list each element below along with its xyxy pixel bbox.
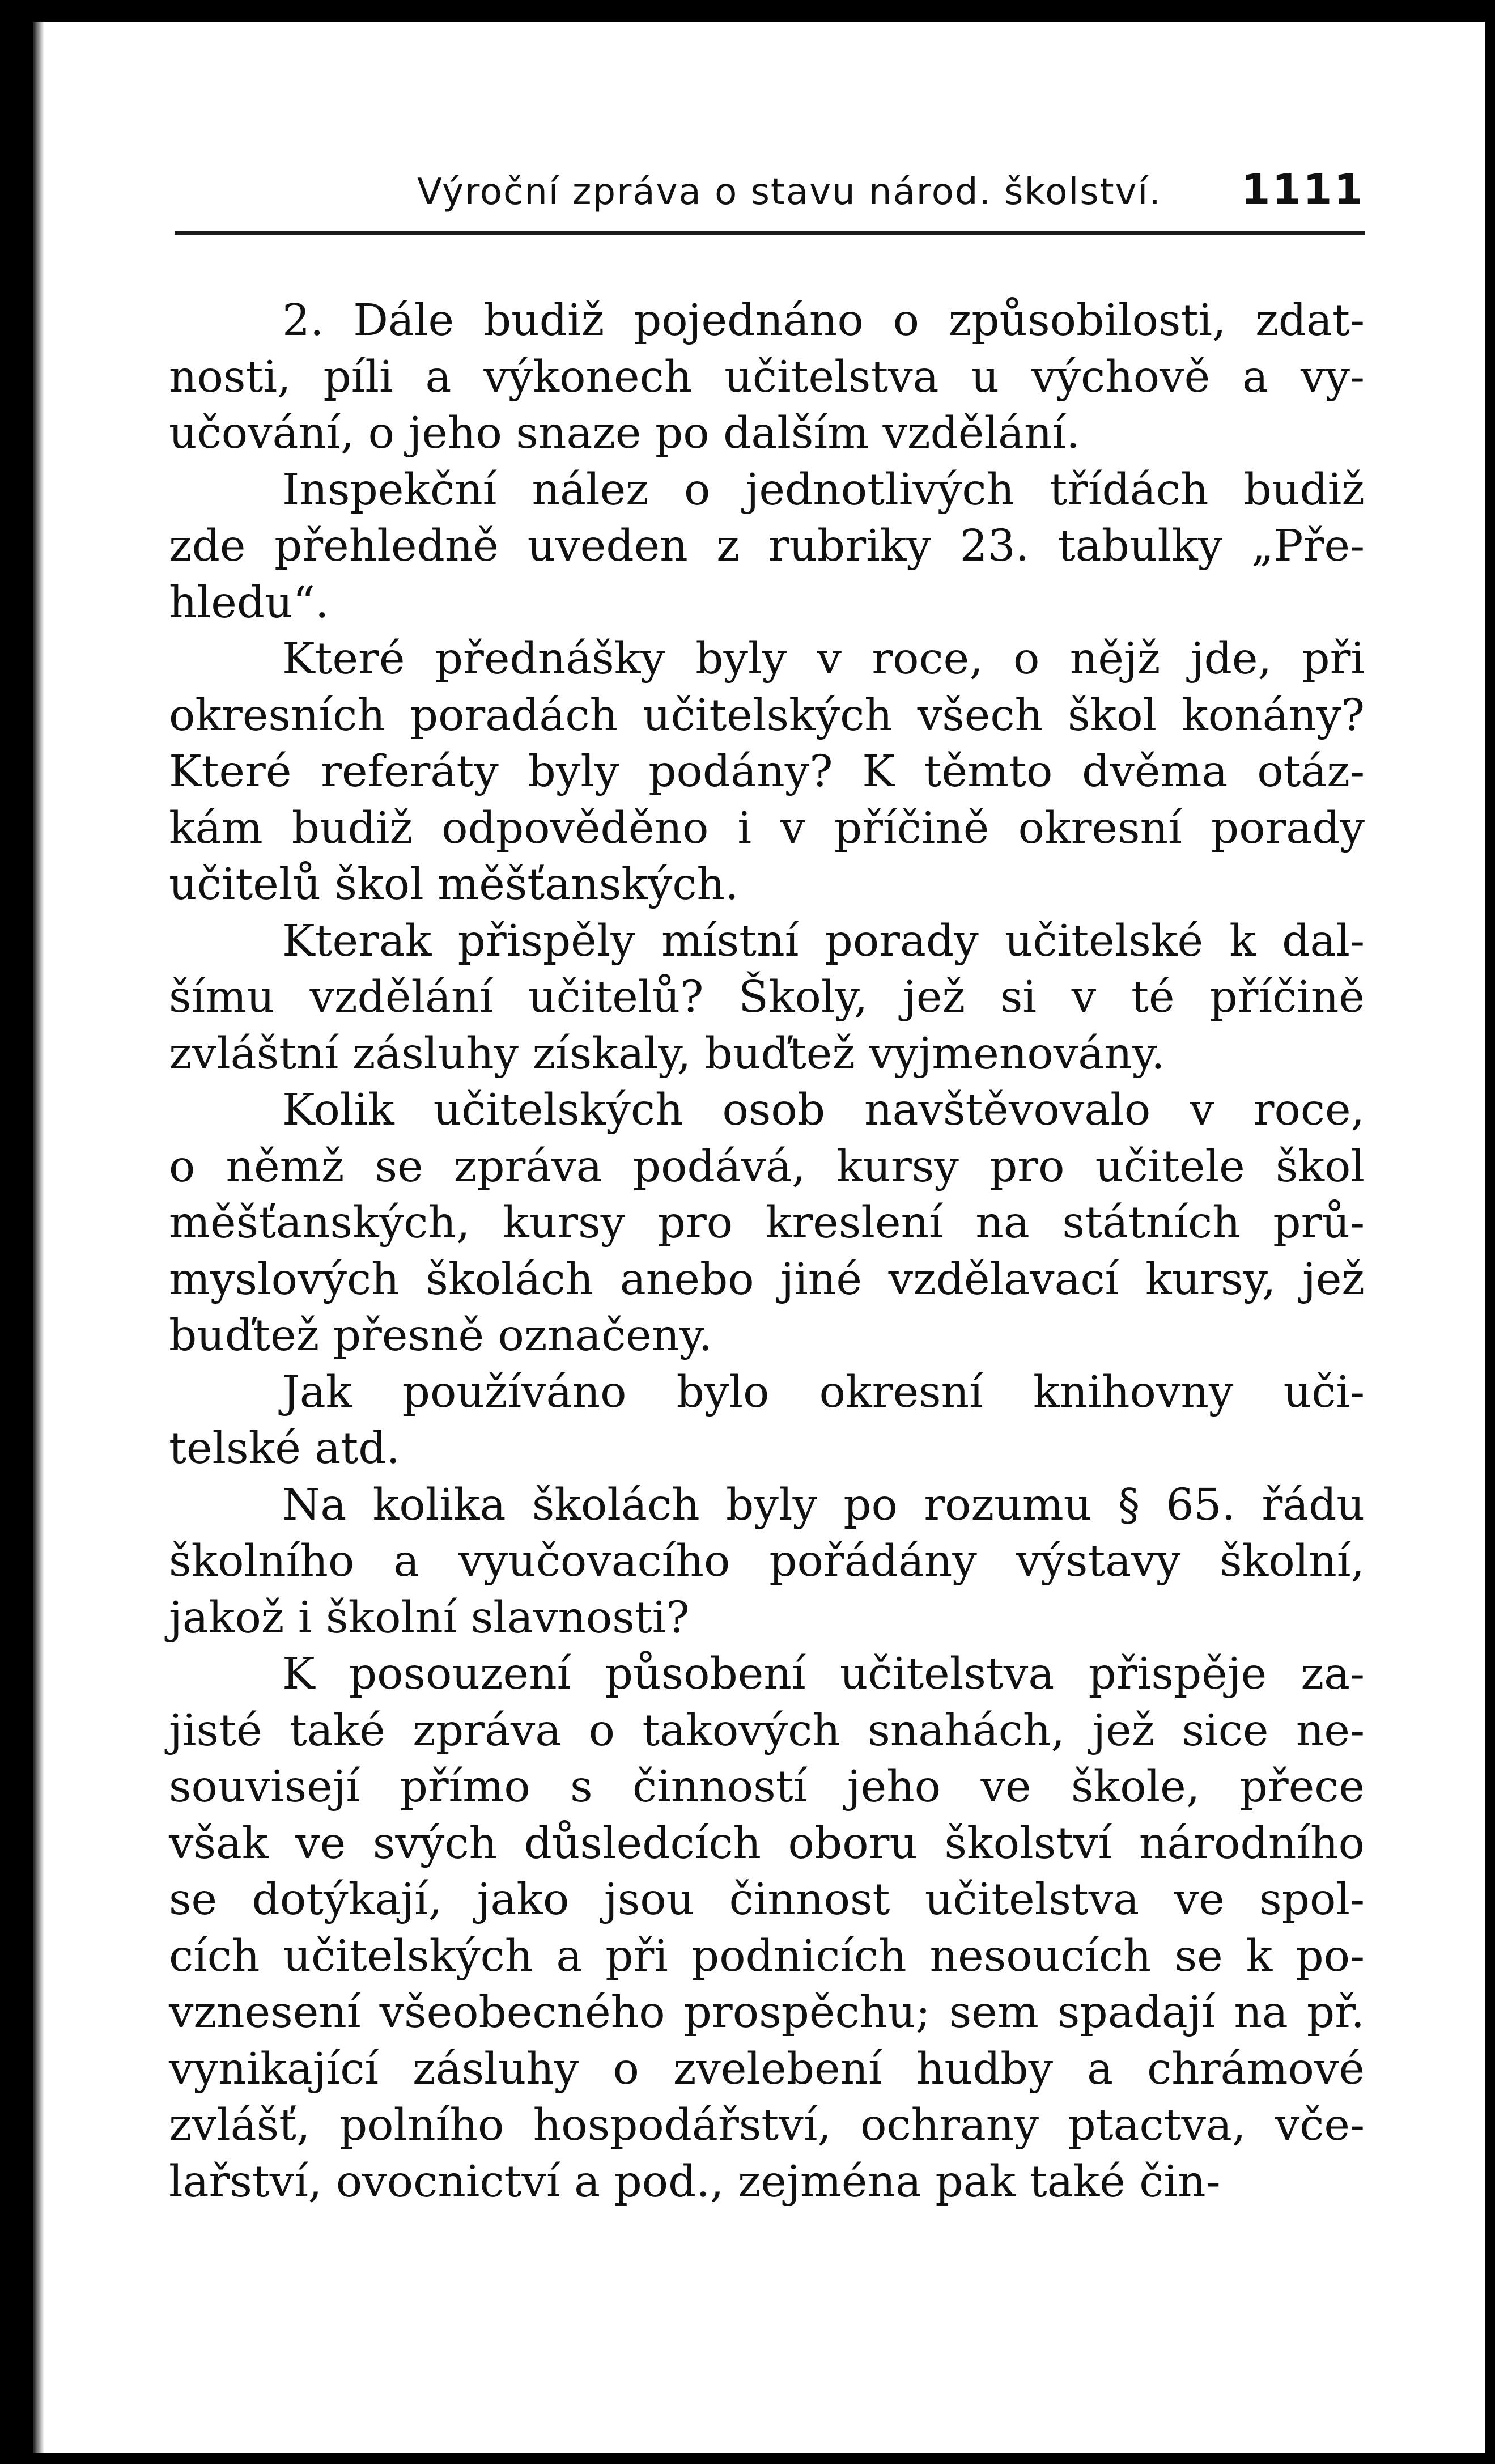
paragraph: [169, 1364, 1365, 1477]
text-line: hledu“.: [169, 577, 329, 628]
text-line: 2. Dále budiž pojednáno o způsobilosti, zdat-: [282, 295, 1365, 346]
text-line: buďtež přesně označeny.: [169, 1311, 713, 1361]
text-line: Které přednášky byly v roce, o nějž jde, při: [282, 634, 1365, 684]
page-header: [390, 153, 1365, 227]
text-line: vznesení všeobecného prospěchu; sem spadají na př.: [169, 1987, 1365, 2038]
paragraph: [169, 631, 1365, 913]
paragraph: [169, 1477, 1365, 1647]
scan-edge-shadow: [33, 22, 44, 2453]
text-line: Kolik učitelských osob navštěvovalo v roce,: [282, 1085, 1365, 1135]
text-line: však ve svých důsledcích oboru školství národního: [169, 1818, 1365, 1869]
text-line: se dotýkají, jako jsou činnost učitelstva ve spol-: [169, 1874, 1365, 1925]
text-line: souvisejí přímo s činností jeho ve škole, přece: [169, 1762, 1365, 1812]
book-page: [33, 22, 1485, 2453]
header-rule: [175, 231, 1365, 235]
text-line: školního a vyučovacího pořádány výstavy školní,: [169, 1536, 1365, 1587]
text-line: okresních poradách učitelských všech škol konány?: [169, 690, 1365, 741]
paragraph: [169, 292, 1365, 462]
text-line: zvláštní zásluhy získaly, buďtež vyjmenovány.: [169, 1028, 1165, 1079]
paragraph: [169, 1646, 1365, 2210]
text-line: o němž se zpráva podává, kursy pro učitele škol: [169, 1141, 1365, 1192]
text-line: K posouzení působení učitelstva přispěje za-: [282, 1649, 1365, 1699]
text-line: Na kolika školách byly po rozumu § 65. řádu: [282, 1479, 1365, 1530]
text-line: nosti, píli a výkonech učitelstva u výchově a vy-: [169, 351, 1365, 402]
text-line: zvlášť, polního hospodářství, ochrany ptactva, vče-: [169, 2100, 1365, 2151]
paragraph: [169, 462, 1365, 631]
text-line: učování, o jeho snaze po dalším vzdělání.: [169, 408, 1080, 459]
text-line: Jak používáno bylo okresní knihovny uči-: [282, 1367, 1365, 1418]
text-line: jisté také zpráva o takových snahách, jež sice ne-: [169, 1705, 1365, 1756]
text-line: telské atd.: [169, 1423, 400, 1474]
page-number: 1111: [1241, 166, 1365, 214]
text-line: kám budiž odpověděno i v příčině okresní porady: [169, 803, 1365, 854]
text-line: cích učitelských a při podnicích nesoucích se k po-: [169, 1931, 1365, 1982]
text-line: učitelů škol měšťanských.: [169, 859, 739, 910]
text-line: vynikající zásluhy o zvelebení hudby a chrámové: [169, 2043, 1365, 2094]
text-line: myslových školách anebo jiné vzdělavací kursy, jež: [169, 1254, 1365, 1305]
text-line: jakož i školní slavnosti?: [169, 1592, 690, 1643]
body-text: [169, 292, 1365, 2210]
running-title: Výroční zpráva o stavu národ. školství.: [417, 171, 1162, 213]
text-line: šímu vzdělání učitelů? Školy, jež si v té příčině: [169, 972, 1365, 1023]
paragraph: [169, 1082, 1365, 1364]
text-line: lařství, ovocnictví a pod., zejména pak také čin-: [169, 2156, 1221, 2207]
text-line: zde přehledně uveden z rubriky 23. tabulky „Pře-: [169, 521, 1365, 571]
text-line: měšťanských, kursy pro kreslení na státních prů-: [169, 1198, 1365, 1248]
text-line: Inspekční nález o jednotlivých třídách budiž: [282, 464, 1365, 515]
paragraph: [169, 913, 1365, 1083]
text-line: Které referáty byly podány? K těmto dvěma otáz-: [169, 747, 1365, 797]
text-line: Kterak přispěly místní porady učitelské k dal-: [282, 915, 1365, 966]
